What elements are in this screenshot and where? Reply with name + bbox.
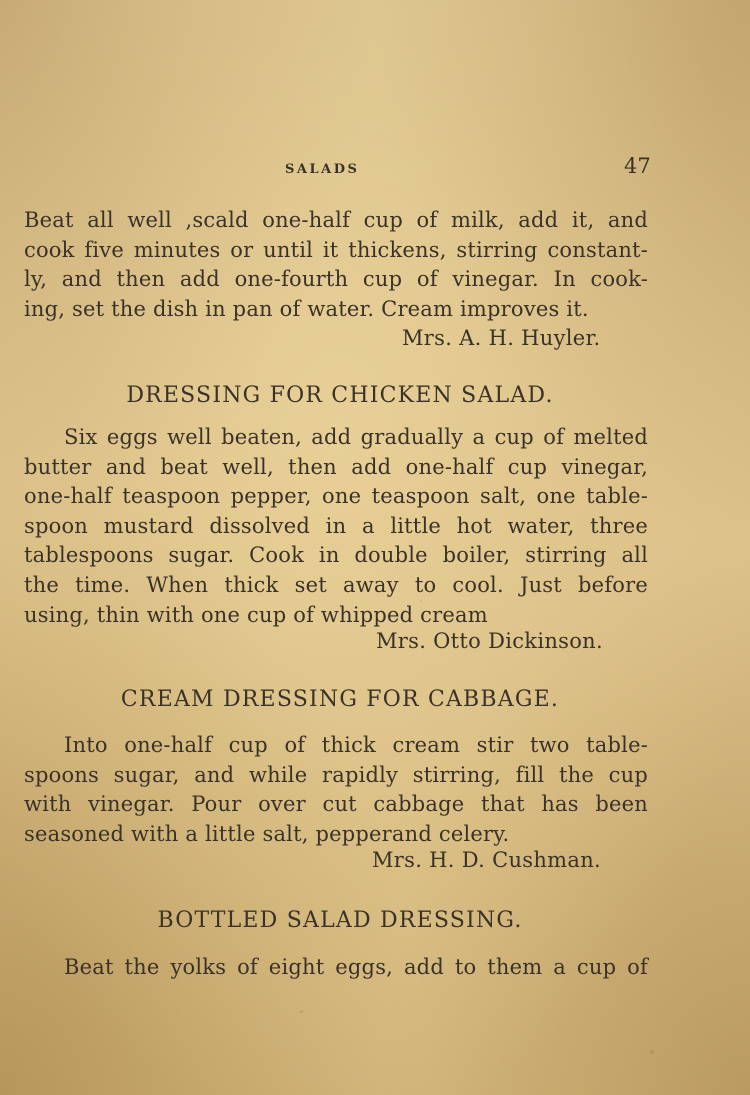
- paragraph-line: ly, and then add one-fourth cup of vinegar. In cook-: [24, 267, 648, 292]
- paragraph-line: with vinegar. Pour over cut cabbage that has been: [24, 792, 648, 817]
- paragraph-line: Into one-half cup of thick cream stir two table-: [64, 733, 648, 757]
- recipe-title-chicken-salad: DRESSING FOR CHICKEN SALAD.: [126, 383, 554, 408]
- paragraph-line: the time. When thick set away to cool. Just before: [24, 572, 648, 597]
- paragraph-line: Beat the yolks of eight eggs, add to them a cup of: [64, 955, 648, 979]
- signature-huyler: Mrs. A. H. Huyler.: [402, 326, 601, 350]
- recipe-title-cabbage: CREAM DRESSING FOR CABBAGE.: [120, 687, 560, 712]
- running-head: SALADS: [285, 162, 360, 177]
- signature-dickinson: Mrs. Otto Dickinson.: [376, 629, 603, 653]
- bottled-dressing-paragraph: [24, 953, 648, 983]
- intro-paragraph: [24, 206, 648, 324]
- paper-stain: [650, 1050, 654, 1054]
- paragraph-line: Six eggs well beaten, add gradually a cup of melted: [64, 425, 648, 449]
- paper-stain: [300, 1010, 303, 1013]
- chicken-salad-paragraph: [24, 423, 648, 630]
- paragraph-line: spoons sugar, and while rapidly stirring, fill the cup: [24, 762, 648, 787]
- recipe-title-bottled-dressing: BOTTLED SALAD DRESSING.: [157, 908, 523, 933]
- paragraph-line: seasoned with a little salt, pepperand celery.: [24, 821, 510, 846]
- paragraph-line: cook five minutes or until it thickens, stirring constant-: [24, 237, 648, 262]
- cabbage-paragraph: [24, 731, 648, 849]
- paragraph-line: using, thin with one cup of whipped cream: [24, 602, 488, 627]
- paragraph-line: ing, set the dish in pan of water. Cream improves it.: [24, 296, 589, 321]
- paragraph-line: tablespoons sugar. Cook in double boiler, stirring all: [24, 543, 648, 568]
- page-number: 47: [624, 154, 651, 178]
- paragraph-line: spoon mustard dissolved in a little hot water, three: [24, 513, 648, 538]
- signature-cushman: Mrs. H. D. Cushman.: [372, 848, 601, 872]
- paragraph-line: one-half teaspoon pepper, one teaspoon salt, one table-: [24, 484, 648, 509]
- paragraph-line: Beat all well ,scald one-half cup of milk, add it, and: [24, 208, 648, 232]
- paragraph-line: butter and beat well, then add one-half cup vinegar,: [24, 454, 648, 479]
